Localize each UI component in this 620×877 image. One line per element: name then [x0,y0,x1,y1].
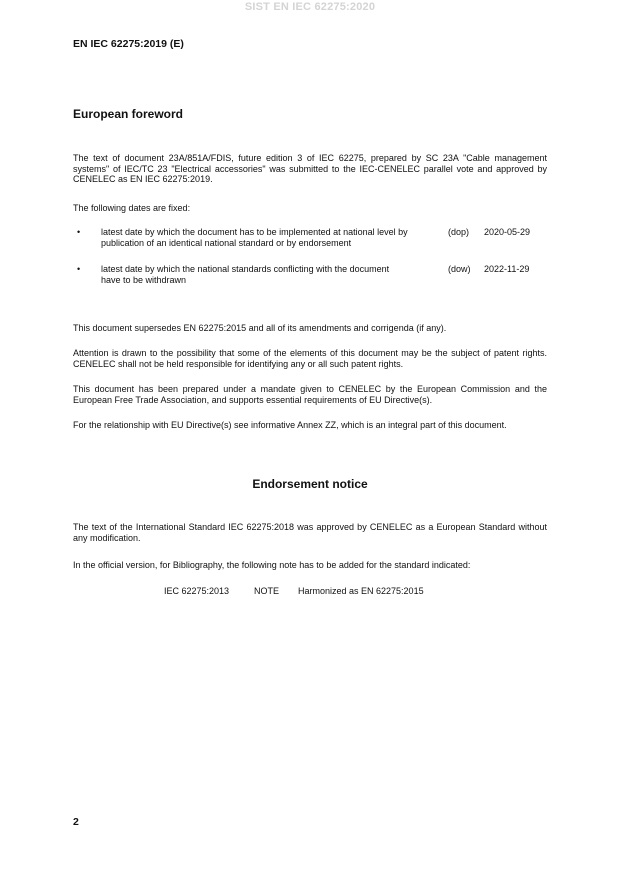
date-abbr-dop: (dop) [448,227,470,237]
relationship-paragraph: For the relationship with EU Directive(s) see informative Annex ZZ, which is an integral part of this document. [73,420,507,430]
date-value-dop: 2020-05-29 [484,227,531,237]
date-text-dow: latest date by which the national standards conflicting with the document have to be withdrawn [101,264,390,285]
bibliography-paragraph: In the official version, for Bibliography, the following note has to be added for the standard indicated: [73,560,471,570]
watermark: SIST EN IEC 62275:2020 [244,1,376,13]
mandate-paragraph: This document has been prepared under a mandate given to CENELEC by the European Commission and the European Free Trade Association, and supports essential requirements of EU Directive(s). [73,384,547,405]
bullet-dop: • [77,227,81,237]
foreword-intro: The text of document 23A/851A/FDIS, future edition 3 of IEC 62275, prepared by SC 23A "Cable management systems" of IEC/TC 23 "Electrical accessories" was submitted to the IEC-CENELEC parallel vote and approved by CENELEC as EN IEC 62275:2019. [73,153,547,185]
supersedes-paragraph: This document supersedes EN 62275:2015 and all of its amendments and corrigenda (if any). [73,323,447,333]
note-standard: IEC 62275:2013 [164,586,230,596]
document-header: EN IEC 62275:2019 (E) [73,38,184,50]
foreword-title: European foreword [73,107,184,121]
page-number: 2 [73,816,79,828]
date-text-dop: latest date by which the document has to be implemented at national level by publication of an identical national standard or by endorsement [101,227,408,248]
endorsement-title: Endorsement notice [252,477,368,491]
date-abbr-dow: (dow) [448,264,471,274]
note-label: NOTE [254,586,280,596]
endorsement-text: The text of the International Standard IEC 62275:2018 was approved by CENELEC as a European Standard without any modification. [73,522,547,543]
date-value-dow: 2022-11-29 [484,264,530,274]
note-text: Harmonized as EN 62275:2015 [298,586,424,596]
attention-paragraph: Attention is drawn to the possibility that some of the elements of this document may be the subject of patent rights. CENELEC shall not be held responsible for identifying any or all such patent rights. [73,348,547,369]
bullet-dow: • [77,264,81,274]
dates-intro: The following dates are fixed: [73,203,191,213]
